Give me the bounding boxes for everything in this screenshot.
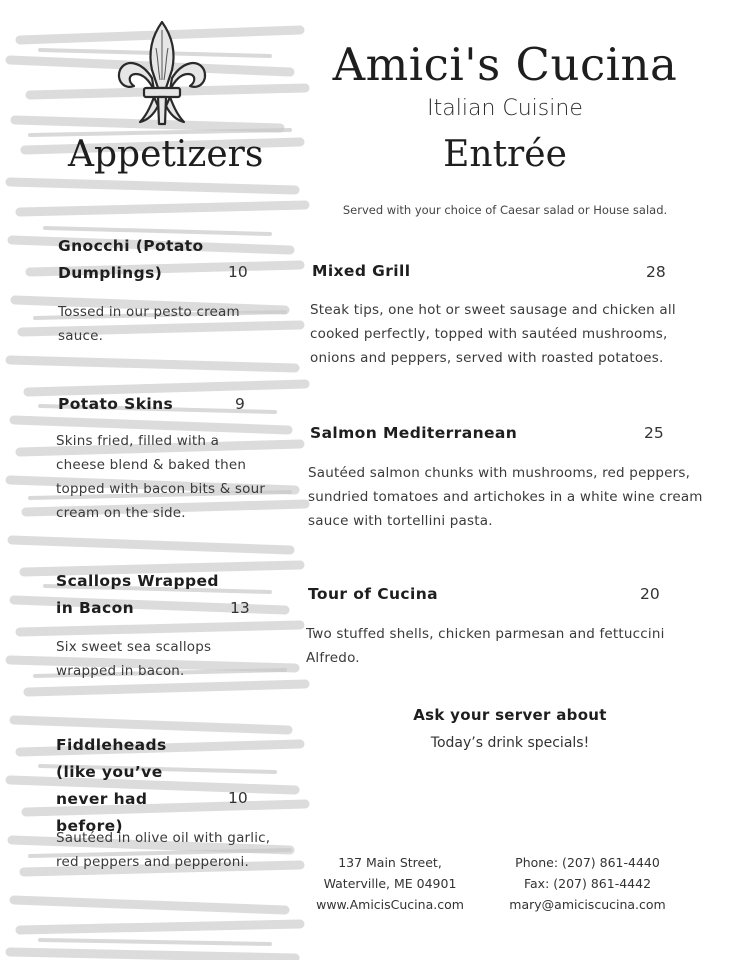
entree-name: Tour of Cucina	[308, 585, 439, 603]
entree-heading: Entrée	[443, 134, 567, 175]
appetizer-price: 13	[230, 599, 250, 617]
appetizer-name: Potato Skins	[58, 395, 174, 413]
entree-note: Served with your choice of Caesar salad or House salad.	[342, 203, 668, 217]
entree-price: 28	[646, 263, 666, 281]
specials-title: Ask your server about	[413, 706, 607, 724]
fleur-de-lis-icon	[112, 18, 212, 130]
phone-number: Phone: (207) 861-4440	[515, 855, 660, 870]
cuisine-subtitle: Italian Cuisine	[427, 96, 583, 121]
address-line-2: Waterville, ME 04901	[323, 876, 457, 891]
entree-price: 20	[640, 585, 660, 603]
entree-name: Mixed Grill	[312, 262, 411, 280]
appetizer-description: Skins fried, filled with a cheese blend & baked then topped with bacon bits & sour cream on the side.	[56, 433, 266, 521]
appetizer-price: 10	[228, 789, 248, 807]
specials-subtitle: Today’s drink specials!	[430, 735, 590, 751]
restaurant-name: Amici's Cucina	[332, 38, 678, 91]
appetizer-description: Six sweet sea scallops wrapped in bacon.	[56, 639, 212, 679]
fax-number: Fax: (207) 861-4442	[523, 876, 652, 891]
appetizer-name: Fiddleheads (like you’ve never had before)	[56, 736, 167, 835]
appetizer-description: Tossed in our pesto cream sauce.	[58, 304, 240, 344]
appetizer-price: 10	[228, 263, 248, 281]
entree-description: Two stuffed shells, chicken parmesan and fettuccini Alfredo.	[306, 626, 665, 666]
address-line-1: 137 Main Street,	[338, 855, 442, 870]
appetizer-name: Scallops Wrapped in Bacon	[56, 572, 219, 617]
appetizer-price: 9	[235, 395, 245, 413]
appetizers-heading: Appetizers	[68, 134, 264, 175]
appetizer-name: Gnocchi (Potato Dumplings)	[58, 237, 204, 282]
entree-name: Salmon Mediterranean	[310, 424, 518, 442]
entree-price: 25	[644, 424, 664, 442]
entree-description: Sautéed salmon chunks with mushrooms, red peppers, sundried tomatoes and artichokes in a white wine cream sauce with tortellini pasta.	[308, 465, 703, 529]
appetizer-description: Sautéed in olive oil with garlic, red peppers and pepperoni.	[56, 830, 271, 870]
email-link[interactable]: mary@amiciscucina.com	[509, 897, 666, 912]
website-link[interactable]: www.AmicisCucina.com	[316, 897, 464, 912]
entree-description: Steak tips, one hot or sweet sausage and chicken all cooked perfectly, topped with sautéed mushrooms, onions and peppers, served with roasted potatoes.	[310, 302, 676, 366]
